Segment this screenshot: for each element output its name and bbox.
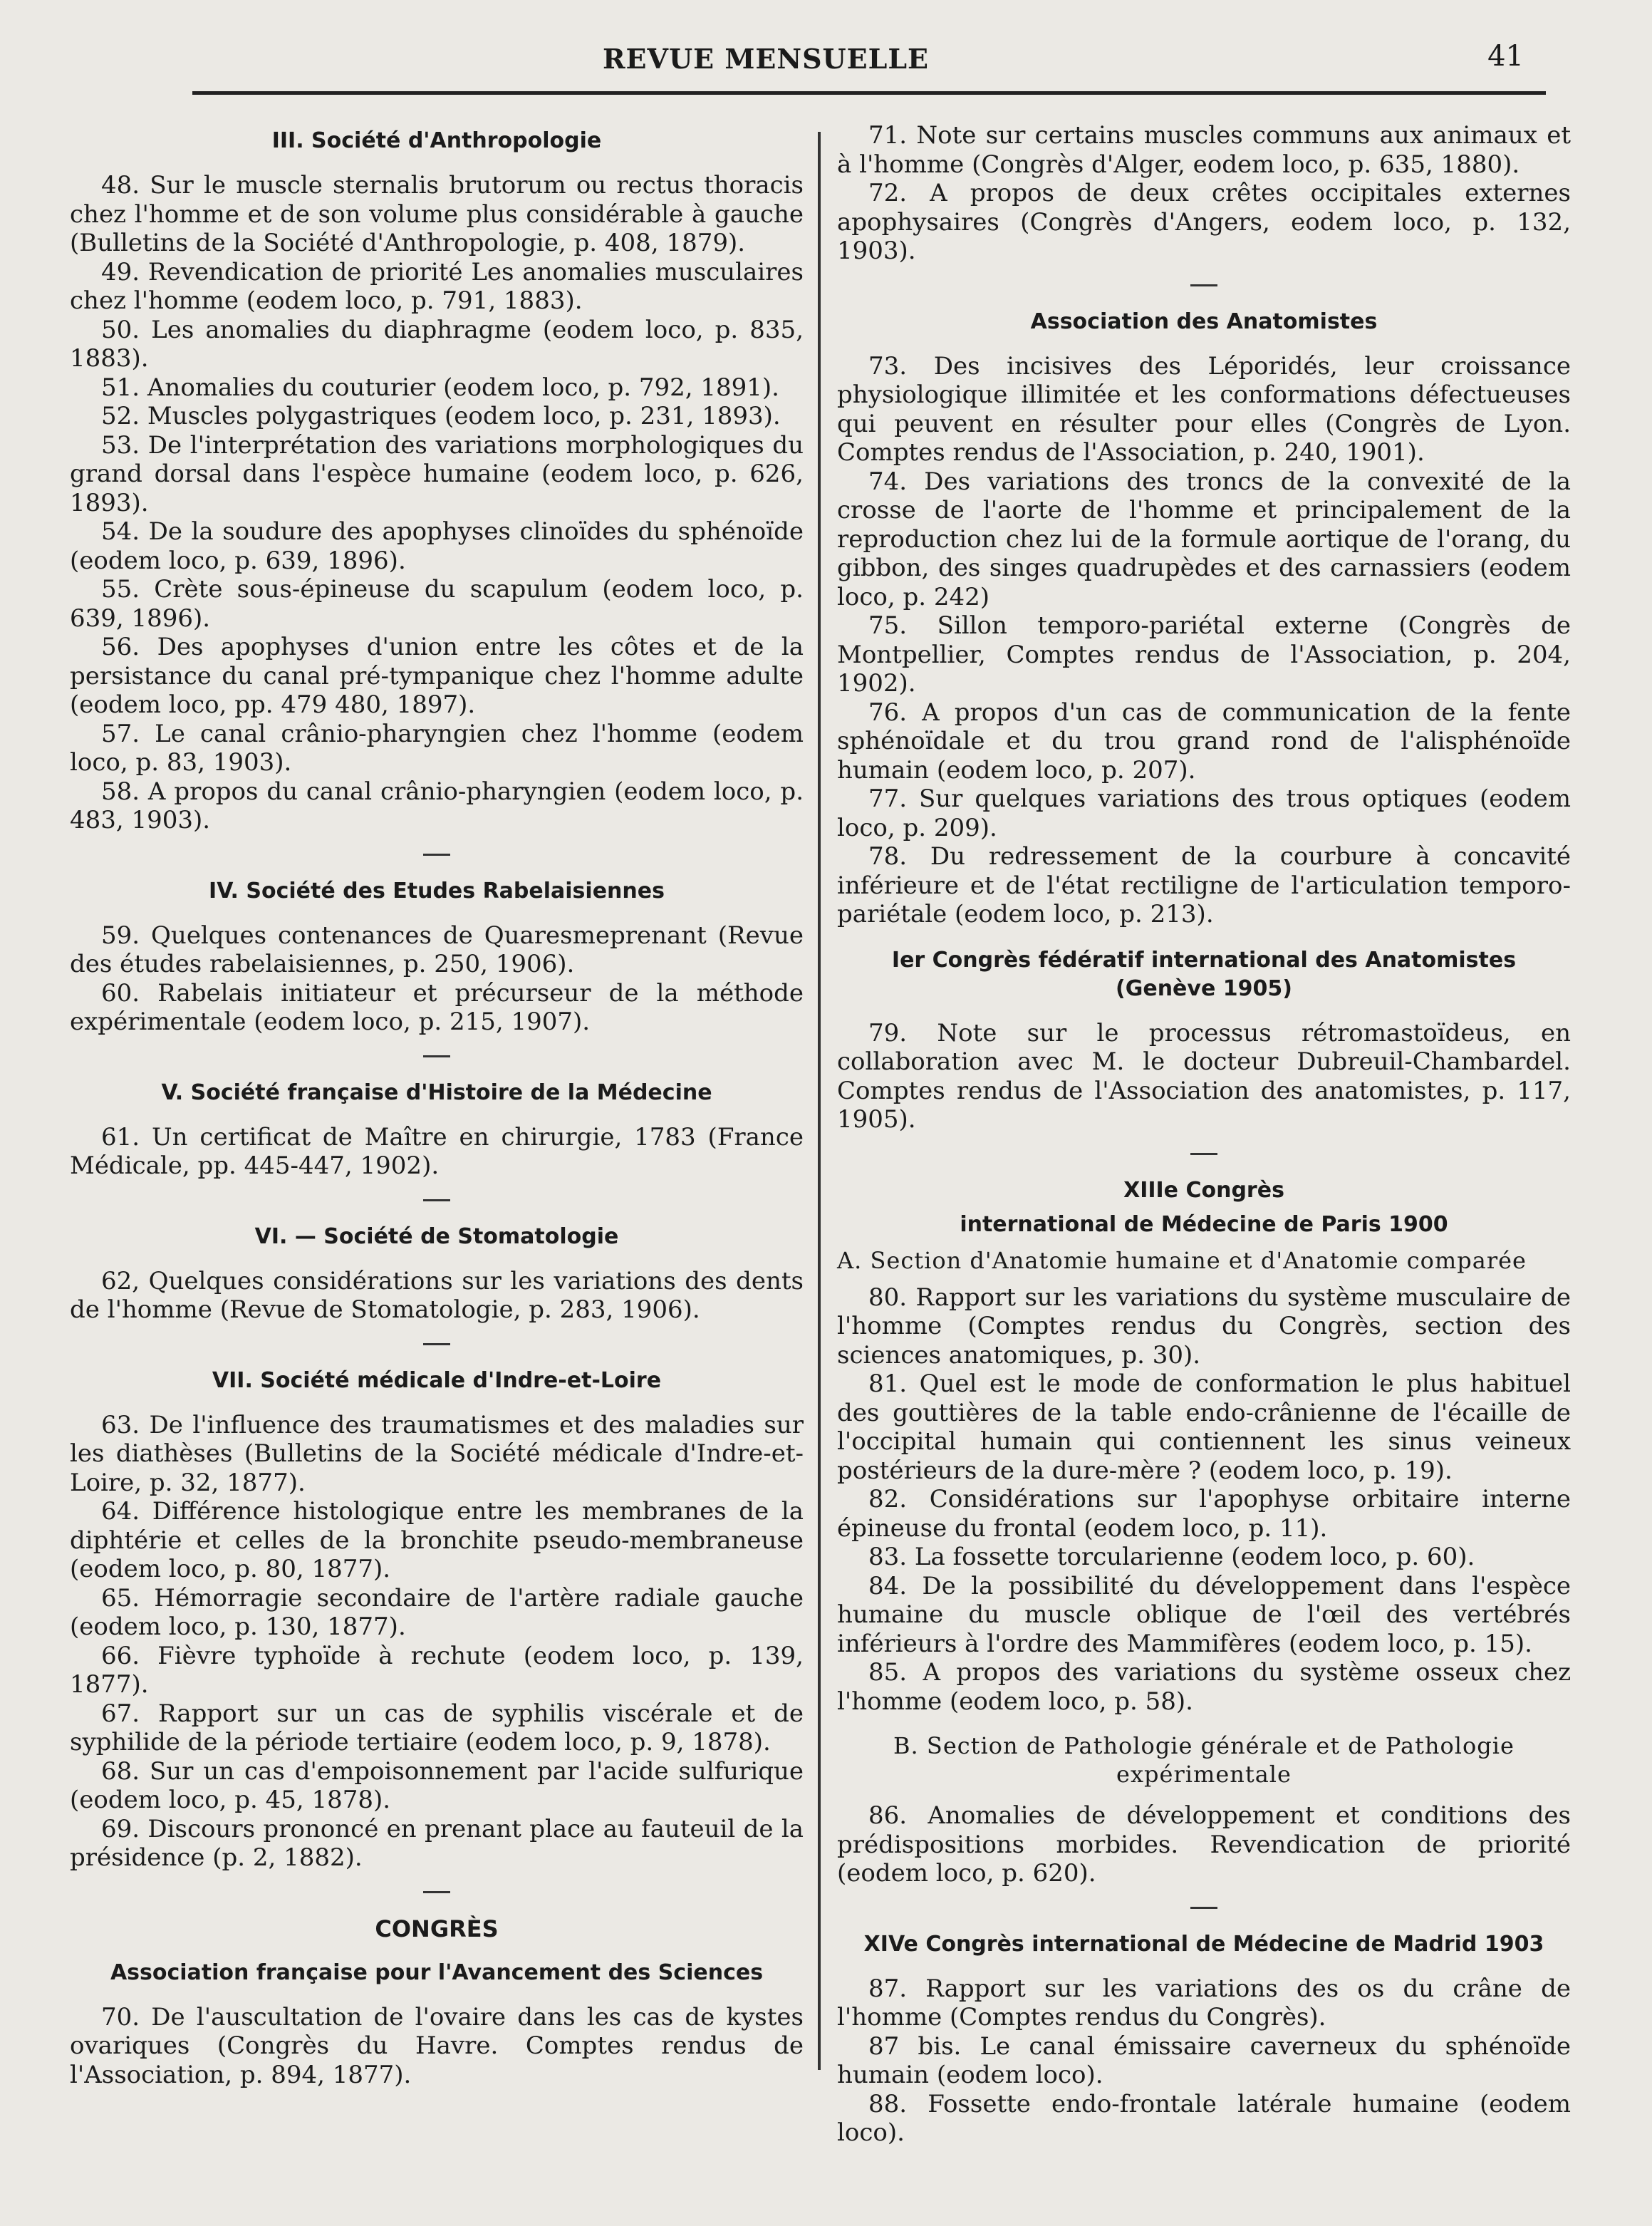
bibliography-entry: 57. Le canal crânio-pharyngien chez l'homme (eodem loco, p. 83, 1903). bbox=[70, 719, 804, 777]
separator-dash bbox=[1190, 1153, 1217, 1155]
bibliography-entry: 83. La fossette torcularienne (eodem loco, p. 60). bbox=[868, 1543, 1475, 1571]
bibliography-entry: 53. De l'interprétation des variations morphologiques du grand dorsal dans l'espèce humaine (eodem loco, p. 626, 1893). bbox=[70, 430, 804, 517]
bibliography-entry: 76. A propos d'un cas de communication de la fente sphénoïdale et du trou grand rond de l'alisphénoïde humain (eodem loco, p. 207). bbox=[837, 698, 1571, 785]
bibliography-entry: 74. Des variations des troncs de la convexité de la crosse de l'aorte de l'homme et principalement de la reproduction chez lui de la formule aortique de l'orang, du gibbon, des singes quadrupèdes et des carnassiers (eodem loco, p. 242) bbox=[837, 467, 1571, 611]
bibliography-entry: 55. Crète sous-épineuse du scapulum (eodem loco, p. 639, 1896). bbox=[70, 575, 804, 633]
bibliography-entry: 66. Fièvre typhoïde à rechute (eodem loco, p. 139, 1877). bbox=[70, 1641, 804, 1699]
bibliography-entry: 87. Rapport sur les variations des os du crâne de l'homme (Comptes rendus du Congrès). bbox=[837, 1974, 1571, 2031]
bibliography-entry: 65. Hémorragie secondaire de l'artère radiale gauche (eodem loco, p. 130, 1877). bbox=[70, 1583, 804, 1641]
subsection-heading: B. Section de Pathologie générale et de Pathologie expérimentale bbox=[893, 1732, 1515, 1788]
separator-dash bbox=[423, 1891, 450, 1893]
section-heading-sub: (Genève 1905) bbox=[1116, 975, 1292, 1001]
bibliography-entry: 79. Note sur le processus rétromastoïdeus, en collaboration avec M. le docteur Dubreuil-Chambardel. Comptes rendus de l'Association des anatomistes, p. 117, 1905). bbox=[837, 1018, 1571, 1134]
bibliography-entry: 84. De la possibilité du développement dans l'espèce humaine du muscle oblique de l'œil des vertébrés inférieurs à l'ordre des Mammifères (eodem loco, p. 15). bbox=[837, 1571, 1571, 1658]
bibliography-entry: 88. Fossette endo-frontale latérale humaine (eodem loco). bbox=[837, 2089, 1571, 2147]
bibliography-entry: 78. Du redressement de la courbure à concavité inférieure et de l'état rectiligne de l'articulation temporo-pariétale (eodem loco, p. 213). bbox=[837, 842, 1571, 928]
section-heading: XIIIe Congrès bbox=[1123, 1177, 1284, 1203]
page-number: 41 bbox=[1487, 40, 1524, 73]
section-heading: VI. — Société de Stomatologie bbox=[254, 1223, 619, 1249]
section-heading-sub: international de Médecine de Paris 1900 bbox=[960, 1211, 1448, 1237]
bibliography-entry: 81. Quel est le mode de conformation le plus habituel des gouttières de la table endo-crânienne de l'écaille de l'occipital humain qui contiennent les sinus veineux postérieurs de la dure-mère ? (eodem loco, p. 19). bbox=[837, 1370, 1571, 1485]
bibliography-entry: 63. De l'influence des traumatismes et des maladies sur les diathèses (Bulletins de la Société médicale d'Indre-et-Loire, p. 32, 1877). bbox=[70, 1410, 804, 1497]
bibliography-entry: 64. Différence histologique entre les membranes de la diphtérie et celles de la bronchite pseudo-membraneuse (eodem loco, p. 80, 1877). bbox=[70, 1497, 804, 1583]
section-heading: XIVe Congrès international de Médecine de Madrid 1903 bbox=[863, 1931, 1544, 1957]
bibliography-entry: 85. A propos des variations du système osseux chez l'homme (eodem loco, p. 58). bbox=[837, 1658, 1571, 1716]
bibliography-entry: 49. Revendication de priorité Les anomalies musculaires chez l'homme (eodem loco, p. 791, 1883). bbox=[70, 257, 804, 315]
bibliography-entry: 75. Sillon temporo-pariétal externe (Congrès de Montpellier, Comptes rendus de l'Association, p. 204, 1902). bbox=[837, 611, 1571, 698]
bibliography-entry: 87 bis. Le canal émissaire caverneux du sphénoïde humain (eodem loco). bbox=[837, 2031, 1571, 2089]
bibliography-entry: 56. Des apophyses d'union entre les côtes et de la persistance du canal pré-tympanique chez l'homme adulte (eodem loco, pp. 479 480, 1897). bbox=[70, 633, 804, 719]
bibliography-entry: 51. Anomalies du couturier (eodem loco, p. 792, 1891). bbox=[101, 373, 779, 402]
bibliography-entry: 73. Des incisives des Léporidés, leur croissance physiologique illimitée et les conformations défectueuses qui peuvent en résulter pour elles (Congrès de Lyon. Comptes rendus de l'Association, p. 240, 1901). bbox=[837, 351, 1571, 467]
bibliography-entry: 67. Rapport sur un cas de syphilis viscérale et de syphilide de la période tertiaire (eodem loco, p. 9, 1878). bbox=[70, 1699, 804, 1756]
bibliography-entry: 86. Anomalies de développement et conditions des prédispositions morbides. Revendication de priorité (eodem loco, p. 620). bbox=[837, 1801, 1571, 1888]
section-heading: VII. Société médicale d'Indre-et-Loire bbox=[212, 1367, 662, 1393]
bibliography-entry: 71. Note sur certains muscles communs aux animaux et à l'homme (Congrès d'Alger, eodem loco, p. 635, 1880). bbox=[837, 121, 1571, 179]
bibliography-entry: 52. Muscles polygastriques (eodem loco, p. 231, 1893). bbox=[101, 402, 781, 430]
bibliography-entry: 68. Sur un cas d'empoisonnement par l'acide sulfurique (eodem loco, p. 45, 1878). bbox=[70, 1756, 804, 1814]
bibliography-entry: 62, Quelques considérations sur les variations des dents de l'homme (Revue de Stomatologie, p. 283, 1906). bbox=[70, 1266, 804, 1324]
separator-dash bbox=[1190, 1907, 1217, 1909]
section-heading: III. Société d'Anthropologie bbox=[271, 128, 602, 153]
bibliography-entry: 61. Un certificat de Maître en chirurgie, 1783 (France Médicale, pp. 445-447, 1902). bbox=[70, 1122, 804, 1180]
section-heading: V. Société française d'Histoire de la Médecine bbox=[161, 1080, 712, 1105]
bibliography-entry: 80. Rapport sur les variations du système musculaire de l'homme (Comptes rendus du Congrès, section des sciences anatomiques, p. 30). bbox=[837, 1283, 1571, 1370]
bibliography-entry: 82. Considérations sur l'apophyse orbitaire interne épineuse du frontal (eodem loco, p. 11). bbox=[837, 1485, 1571, 1543]
separator-dash bbox=[423, 854, 450, 856]
section-heading: IV. Société des Etudes Rabelaisiennes bbox=[209, 878, 665, 904]
subsection-heading: A. Section d'Anatomie humaine et d'Anatomie comparée bbox=[837, 1246, 1527, 1274]
separator-dash bbox=[423, 1343, 450, 1345]
bibliography-entry: 77. Sur quelques variations des trous optiques (eodem loco, p. 209). bbox=[837, 785, 1571, 842]
left-column bbox=[70, 121, 804, 2089]
bibliography-entry: 72. A propos de deux crêtes occipitales externes apophysaires (Congrès d'Angers, eodem loco, p. 132, 1903). bbox=[837, 179, 1571, 265]
section-heading: Association des Anatomistes bbox=[1030, 309, 1378, 334]
section-heading: Association française pour l'Avancement des Sciences bbox=[110, 1960, 764, 1985]
bibliography-entry: 58. A propos du canal crânio-pharyngien (eodem loco, p. 483, 1903). bbox=[70, 777, 804, 834]
separator-dash bbox=[1190, 284, 1217, 286]
bibliography-entry: 50. Les anomalies du diaphragme (eodem loco, p. 835, 1883). bbox=[70, 315, 804, 373]
separator-dash bbox=[423, 1055, 450, 1057]
section-heading: Ier Congrès fédératif international des Anatomistes bbox=[891, 947, 1517, 973]
separator-dash bbox=[423, 1199, 450, 1201]
right-column bbox=[837, 121, 1571, 2148]
bibliography-entry: 60. Rabelais initiateur et précurseur de la méthode expérimentale (eodem loco, p. 215, 1907). bbox=[70, 978, 804, 1036]
page-header bbox=[0, 34, 1652, 98]
bibliography-entry: 48. Sur le muscle sternalis brutorum ou rectus thoracis chez l'homme et de son volume plus considérable à gauche (Bulletins de la Société d'Anthropologie, p. 408, 1879). bbox=[70, 171, 804, 257]
bibliography-entry: 59. Quelques contenances de Quaresmeprenant (Revue des études rabelaisiennes, p. 250, 1906). bbox=[70, 921, 804, 978]
bibliography-entry: 54. De la soudure des apophyses clinoïdes du sphénoïde (eodem loco, p. 639, 1896). bbox=[70, 517, 804, 575]
congres-heading: CONGRÈS bbox=[375, 1915, 499, 1942]
running-title: REVUE MENSUELLE bbox=[602, 43, 930, 75]
bibliography-entry: 69. Discours prononcé en prenant place au fauteuil de la présidence (p. 2, 1882). bbox=[70, 1814, 804, 1872]
bibliography-entry: 70. De l'auscultation de l'ovaire dans les cas de kystes ovariques (Congrès du Havre. Comptes rendus de l'Association, p. 894, 1877). bbox=[70, 2002, 804, 2089]
header-rule bbox=[192, 91, 1546, 95]
column-divider bbox=[818, 132, 821, 2070]
